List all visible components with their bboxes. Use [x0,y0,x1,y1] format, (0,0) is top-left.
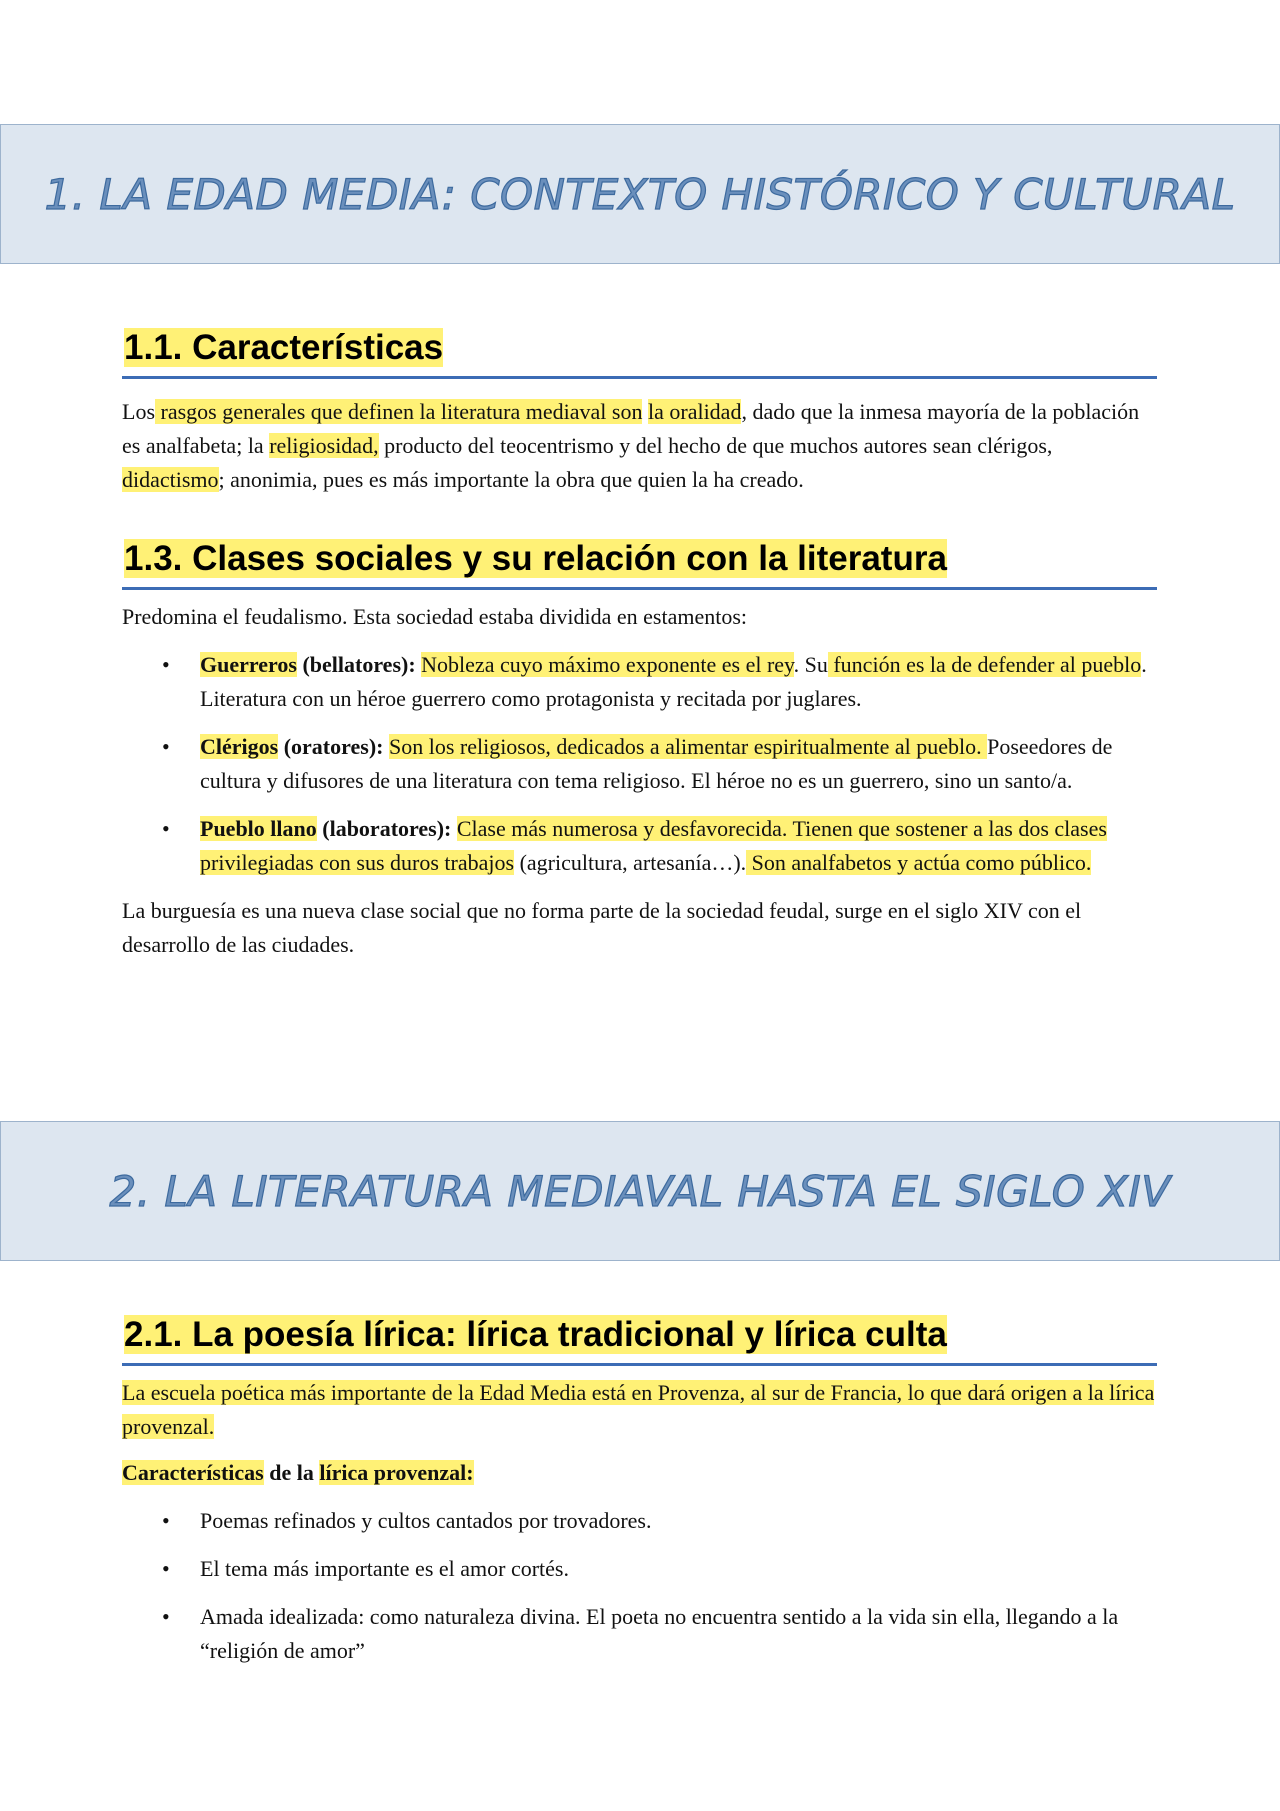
chapter-2-banner [0,1121,1280,1261]
highlighted-text: La escuela poética más importante de la Edad Media está en Provenza, al sur de Francia, lo que dará origen a la lírica provenzal. [122,1380,1155,1439]
section-poesia-lirica [122,1313,1157,1682]
paragraph: La burguesía es una nueva clase social que no forma parte de la sociedad feudal, surge en el siglo XIV con el desarrollo de las ciudades. [122,898,1082,957]
estamento-name: Clérigos [200,734,279,759]
bullet-icon: • [162,734,170,759]
text-run: . Su [793,652,828,677]
estamento-name: Guerreros [200,652,297,677]
highlighted-text: rasgos generales que definen la literatura mediaval son [155,399,643,424]
chapter-2-title: 2. LA LITERATURA MEDIAVAL HASTA EL SIGLO XIV [109,1166,1171,1216]
chapter-1-banner [0,124,1280,264]
highlighted-text: lírica provenzal: [319,1460,474,1485]
highlighted-text: Características [122,1460,264,1485]
highlighted-text: la oralidad [647,399,742,424]
bullet-icon: • [162,816,170,841]
subheading [122,1456,1157,1490]
section-heading [122,1313,1157,1366]
paragraph: Predomina el feudalismo. Esta sociedad estaba dividida en estamentos: [122,604,747,629]
highlighted-text: Nobleza cuyo máximo exponente es el rey [421,652,794,677]
paragraph [122,395,1157,497]
estamentos-list [122,648,1157,880]
highlighted-text: Clase más numerosa y desfavorecida. Tienen que sostener a las dos clases privilegiadas con sus duros trabajos [200,816,1107,875]
list-item-text: Amada idealizada: como naturaleza divina. El poeta no encuentra sentido a la vida sin ella, llegando a la “religión de amor” [200,1604,1119,1663]
highlighted-text: Son los religiosos, dedicados a alimentar espiritualmente al pueblo. [388,734,988,759]
text-run: de la [263,1460,320,1485]
list-item [122,1552,1157,1586]
text-run: Poseedores de cultura y difusores de una literatura con tema religioso. El héroe no es un guerrero, sino un santo/a. [200,734,1113,793]
text-run: ; anonimia, pues es más importante la obra que quien la ha creado. [218,467,804,492]
list-item [122,730,1157,798]
section-heading [122,326,1157,379]
text-run: producto del teocentrismo y del hecho de que muchos autores sean clérigos, [378,433,1053,458]
highlighted-text: didactismo [122,467,219,492]
list-item [122,1504,1157,1538]
list-item [122,812,1157,880]
bullet-icon: • [162,652,170,677]
section-heading [122,537,1157,590]
estamento-role: (laboratores): [316,816,452,841]
bullet-icon: • [162,1556,170,1581]
list-item [122,1600,1157,1668]
lirica-features-list [122,1504,1157,1668]
highlighted-text: función es la de defender al pueblo [827,652,1142,677]
text-run: (agricultura, artesanía…). [514,850,747,875]
bullet-icon: • [162,1604,170,1629]
paragraph [122,1376,1157,1444]
chapter-1-title: 1. LA EDAD MEDIA: CONTEXTO HISTÓRICO Y CULTURAL [44,169,1236,219]
text-run: Los [122,399,155,424]
section-clases-sociales [122,537,1157,962]
highlighted-text: religiosidad, [269,433,379,458]
text-run: . Literatura con un héroe guerrero como protagonista y recitada por juglares. [200,652,1147,711]
list-item [122,648,1157,716]
list-item-text: El tema más importante es el amor cortés. [200,1556,569,1581]
heading-text: 1.3. Clases sociales y su relación con la literatura [124,539,947,578]
estamento-role: (bellatores): [296,652,416,677]
heading-text: 1.1. Características [124,328,444,367]
bullet-icon: • [162,1508,170,1533]
section-caracteristicas [122,326,1157,497]
text-run: , dado que la inmesa mayoría de la población es analfabeta; la [122,399,1140,458]
estamento-role: (oratores): [278,734,384,759]
list-item-text: Poemas refinados y cultos cantados por trovadores. [200,1508,652,1533]
heading-text: 2.1. La poesía lírica: lírica tradicional y lírica culta [124,1315,947,1354]
highlighted-text: Son analfabetos y actúa como público. [746,850,1092,875]
estamento-name: Pueblo llano [200,816,317,841]
